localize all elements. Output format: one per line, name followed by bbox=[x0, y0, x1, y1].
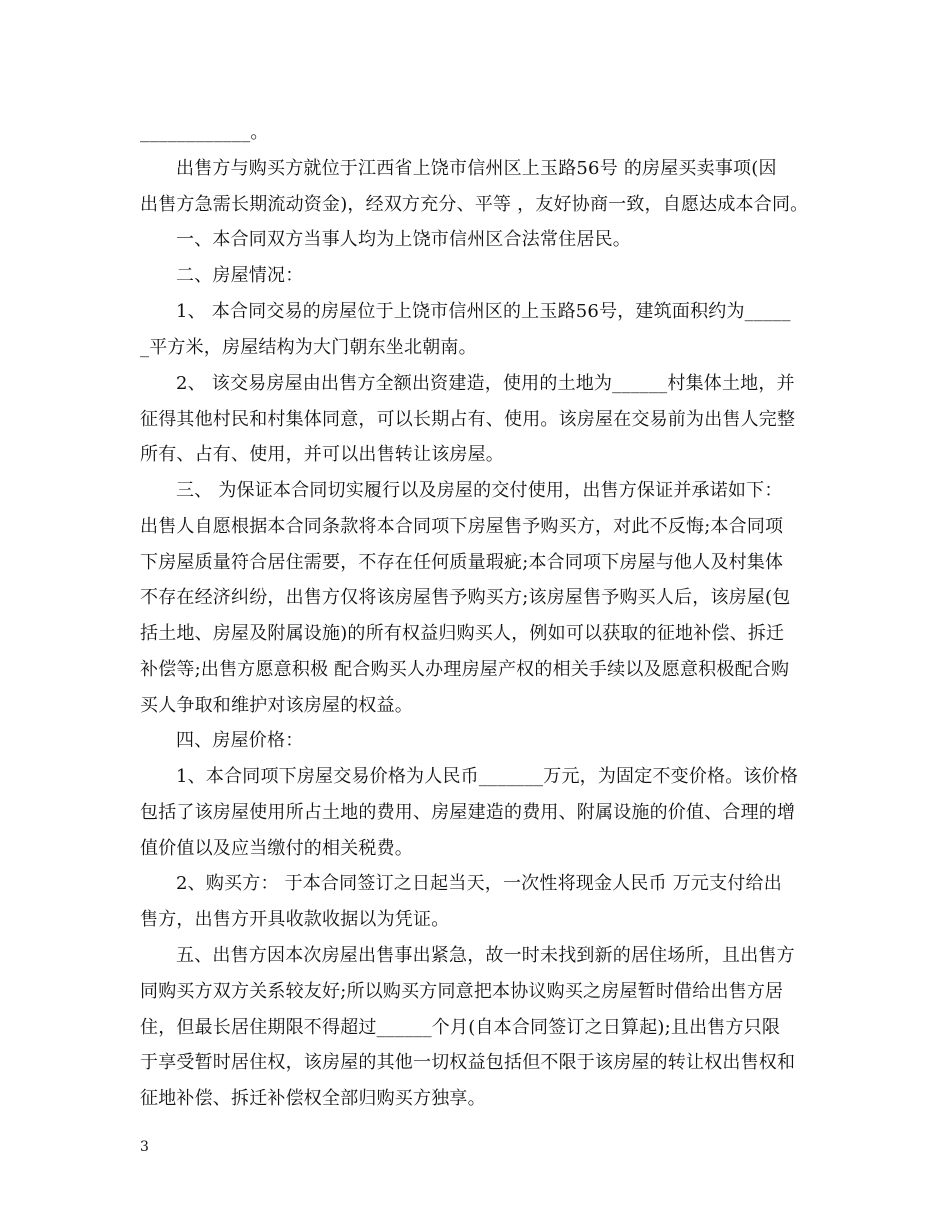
text-line: _平方米，房屋结构为大门朝东坐北朝南。 bbox=[140, 337, 477, 358]
text-line: 出售方与购买方就位于江西省上饶市信州区上玉路56号 的房屋买卖事项(因 bbox=[176, 158, 777, 179]
text-line: 2、购买方： 于本合同签订之日起当天，一次性将现金人民币 万元支付给出 bbox=[176, 873, 782, 894]
text-line: 2、 该交易房屋由出售方全额出资建造，使用的土地为______村集体土地，并 bbox=[176, 373, 795, 394]
text-line: 1、 本合同交易的房屋位于上饶市信州区的上玉路56号，建筑面积约为_____ bbox=[176, 301, 791, 322]
text-line: 一、本合同双方当事人均为上饶市信州区合法常住居民。 bbox=[176, 229, 631, 250]
text-line: 买人争取和维护对该房屋的权益。 bbox=[140, 695, 413, 716]
text-line: 补偿等;出售方愿意积极 配合购买人办理房屋产权的相关手续以及愿意积极配合购 bbox=[140, 659, 790, 680]
text-line: 住，但最长居住期限不得超过______个月(自本合同签订之日算起);且出售方只限 bbox=[140, 1017, 781, 1038]
text-line: 售方，出售方开具收款收据以为凭证。 bbox=[140, 909, 450, 930]
page-number: 3 bbox=[140, 1139, 149, 1155]
text-line: 于享受暂时居住权，该房屋的其他一切权益包括但不限于该房屋的转让权出售权和 bbox=[140, 1052, 796, 1073]
text-line: ____________。 bbox=[140, 122, 269, 143]
text-line: 征地补偿、拆迁补偿权全部归购买方独享。 bbox=[140, 1088, 486, 1109]
text-line: 1、本合同项下房屋交易价格为人民币_______万元，为固定不变价格。该价格 bbox=[176, 766, 799, 787]
text-line: 二、房屋情况： bbox=[176, 265, 304, 286]
text-line: 不存在经济纠纷，出售方仅将该房屋售予购买方;该房屋售予购买人后，该房屋(包 bbox=[140, 587, 791, 608]
text-line: 下房屋质量符合居住需要，不存在任何质量瑕疵;本合同项下房屋与他人及村集体 bbox=[140, 552, 784, 573]
text-line: 括土地、房屋及附属设施)的所有权益归购买人，例如可以获取的征地补偿、拆迁 bbox=[140, 623, 785, 644]
text-line: 出售方急需长期流动资金)，经双方充分、平等 ，友好协商一致，自愿达成本合同。 bbox=[140, 194, 809, 215]
text-line: 四、房屋价格： bbox=[176, 730, 304, 751]
text-line: 征得其他村民和村集体同意，可以长期占有、使用。该房屋在交易前为出售人完整 bbox=[140, 409, 796, 430]
text-line: 五、出售方因本次房屋出售事出紧急，故一时未找到新的居住场所，且出售方 bbox=[176, 945, 795, 966]
text-line: 包括了该房屋使用所占土地的费用、房屋建造的费用、附属设施的价值、合理的增 bbox=[140, 802, 796, 823]
text-line: 同购买方双方关系较友好;所以购买方同意把本协议购买之房屋暂时借给出售方居 bbox=[140, 981, 784, 1002]
text-line: 值价值以及应当缴付的相关税费。 bbox=[140, 838, 413, 859]
text-line: 三、 为保证本合同切实履行以及房屋的交付使用，出售方保证并承诺如下： bbox=[176, 480, 783, 501]
text-line: 所有、占有、使用，并可以出售转让该房屋。 bbox=[140, 444, 504, 465]
text-line: 出售人自愿根据本合同条款将本合同项下房屋售予购买方，对此不反悔;本合同项 bbox=[140, 516, 784, 537]
